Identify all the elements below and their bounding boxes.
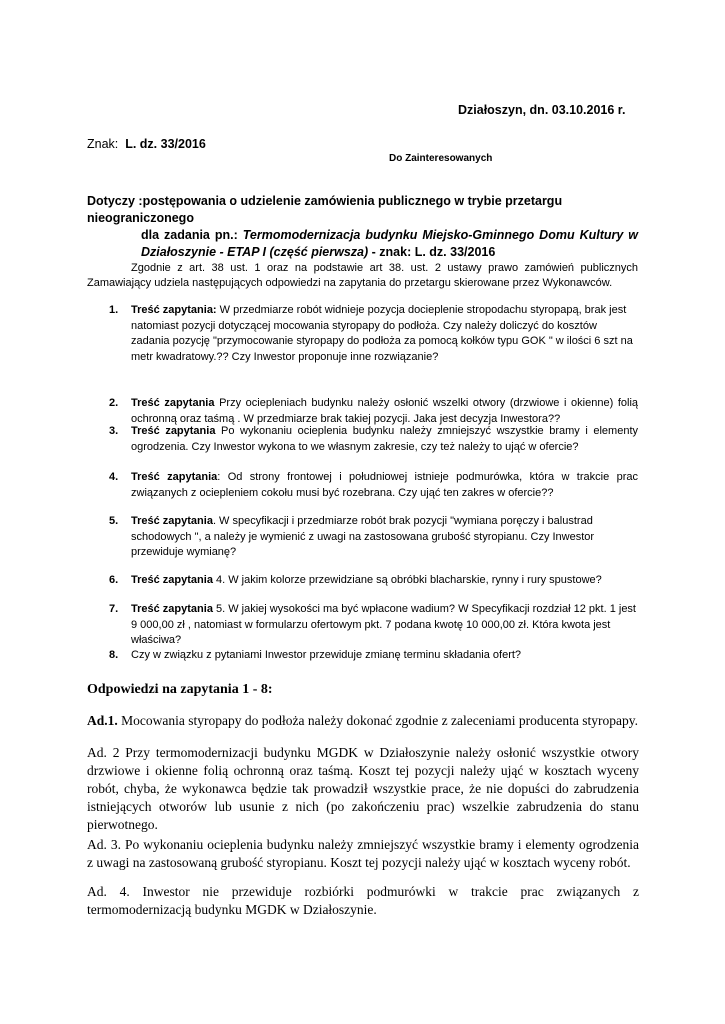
question-number: 1.: [109, 304, 119, 316]
question-text: Po wykonaniu ocieplenia budynku należy zmniejszyć wszystkie bramy i elementy ogrodzenia. Czy Inwestor wykona to we własnym zakresie, czy też należy to ująć w ofercie?: [131, 425, 638, 453]
question-item: [87, 424, 638, 455]
question-text: Czy w związku z pytaniami Inwestor przewiduje zmianę terminu składania ofert?: [131, 649, 522, 661]
subject-prefix: Dotyczy :postępowania o udzielenie zamówienia publicznego w trybie przetargu nieograniczonego: [87, 194, 563, 225]
answer-paragraph: [87, 744, 639, 834]
answer-text: Mocowania styropapy do podłoża należy dokonać zgodnie z zaleceniami producenta styropapy.: [117, 713, 638, 728]
question-item: [87, 573, 638, 589]
question-item: [87, 396, 638, 427]
question-item: [87, 602, 638, 649]
answer-text: Ad. 3. Po wykonaniu ocieplenia budynku należy zmniejszyć wszystkie bramy i elementy ogrodzenia z uwagi na zastosowaną grubość styropianu. Koszt tej pozycji należy ująć w kosztach wyceny robót.: [87, 837, 639, 870]
place-date: Działoszyn, dn. 03.10.2016 r.: [458, 103, 626, 117]
question-number: 5.: [109, 515, 119, 527]
question-label: Treść zapytania:: [131, 304, 217, 316]
question-label: Treść zapytania: [131, 515, 213, 527]
subject-suffix: - znak: L. dz. 33/2016: [371, 245, 496, 259]
question-number: 6.: [109, 574, 119, 586]
subject-task-title: Termomodernizacja budynku Miejsko-Gminnego Domu Kultury w Działoszynie - ETAP I (część pierwsza): [141, 228, 639, 259]
question-label: Treść zapytania: [131, 603, 213, 615]
question-item: [87, 303, 638, 365]
answer-paragraph: [87, 712, 639, 730]
question-text: 4. W jakim kolorze przewidziane są obróbki blacharskie, rynny i rury spustowe?: [212, 574, 602, 586]
reference-sign-value: L. dz. 33/2016: [125, 137, 206, 151]
answer-paragraph: [87, 836, 639, 872]
subject-task: [87, 227, 638, 261]
question-text: . W specyfikacji i przedmiarze robót brak pozycji "wymiana poręczy i balustrad schodowych ", a należy je wymienić z uwagi na zastosowana grubość styropianu. Czy Inwestor przewiduje wymianę?: [131, 515, 595, 558]
question-item: [87, 648, 638, 664]
question-item: [87, 470, 638, 501]
question-number: 3.: [109, 425, 119, 437]
question-number: 2.: [109, 397, 119, 409]
answers-heading: Odpowiedzi na zapytania 1 - 8:: [87, 682, 273, 697]
recipient: Do Zainteresowanych: [389, 153, 493, 164]
answer-text: Ad. 4. Inwestor nie przewiduje rozbiórki podmurówki w trakcie prac związanych z termomodernizacją budynku MGDK w Działoszynie.: [87, 884, 639, 917]
question-number: 8.: [109, 649, 119, 661]
answer-paragraph: [87, 883, 639, 919]
answer-text: Ad. 2 Przy termomodernizacji budynku MGDK w Działoszynie należy osłonić wszystkie otwory drzwiowe i okienne folią ochronną oraz taśmą. Koszt tej pozycji należy ująć w kosztach wyceny robót, chyba, że wykonawca będzie tak prowadził wszystkie prace, że nie dopuści do zabrudzenia istniejących otworów lub usunie z nich (po zakończeniu prac) wszelkie zabrudzenia do stanu pierwotnego.: [87, 745, 639, 832]
subject-block: [87, 193, 638, 261]
question-label: Treść zapytania: [131, 574, 213, 586]
question-number: 4.: [109, 471, 119, 483]
question-text: Przy ociepleniach budynku należy osłonić wszelki otwory (drzwiowe i okienne) folią ochronną oraz taśmą . W przedmiarze brak takiej pozycji. Jaka jest decyzja Inwestora??: [131, 397, 639, 425]
question-number: 7.: [109, 603, 119, 615]
subject-task-label: dla zadania pn.:: [141, 228, 238, 242]
question-text: W przedmiarze robót widnieje pozycja docieplenie stropodachu styropapą, brak jest natomiast pozycji dotyczącej mocowania styropapy do podłoża. Czy należy doliczyć do kosztów zadania pozycję "przymocowanie styropapy do podłoża za pomocą kołków typu GOK " w ilości 6 szt na metr kwadratowy.?? Czy Inwestor proponuje inne rozwiązanie?: [131, 304, 633, 363]
question-text: 5. W jakiej wysokości ma być wpłacone wadium? W Specyfikacji rozdział 12 pkt. 1 jest 9 000,00 zł , natomiast w formularzu ofertowym pkt. 7 podana kwotę 10 000,00 zł. Która kwota jest właściwa?: [131, 603, 636, 646]
reference-sign-label: Znak:: [87, 137, 119, 151]
question-label: Treść zapytania: [131, 397, 215, 409]
answer-label: Ad.1.: [87, 713, 118, 728]
question-label: Treść zapytania: [131, 425, 216, 437]
question-label: Treść zapytania: [131, 471, 218, 483]
question-text: : Od strony frontowej i południowej istnieje podmurówka, która w trakcie prac związanych z ociepleniem cokołu musi być rozebrana. Czy ująć ten zakres w ofercie??: [131, 471, 638, 499]
question-item: [87, 514, 638, 561]
intro-paragraph: Zgodnie z art. 38 ust. 1 oraz na podstawie art 38. ust. 2 ustawy prawo zamówień publicznych Zamawiający udziela następujących odpowiedzi na zapytania do przetargu skierowane przez Wykonawców.: [87, 262, 638, 289]
reference-sign: [87, 137, 206, 151]
